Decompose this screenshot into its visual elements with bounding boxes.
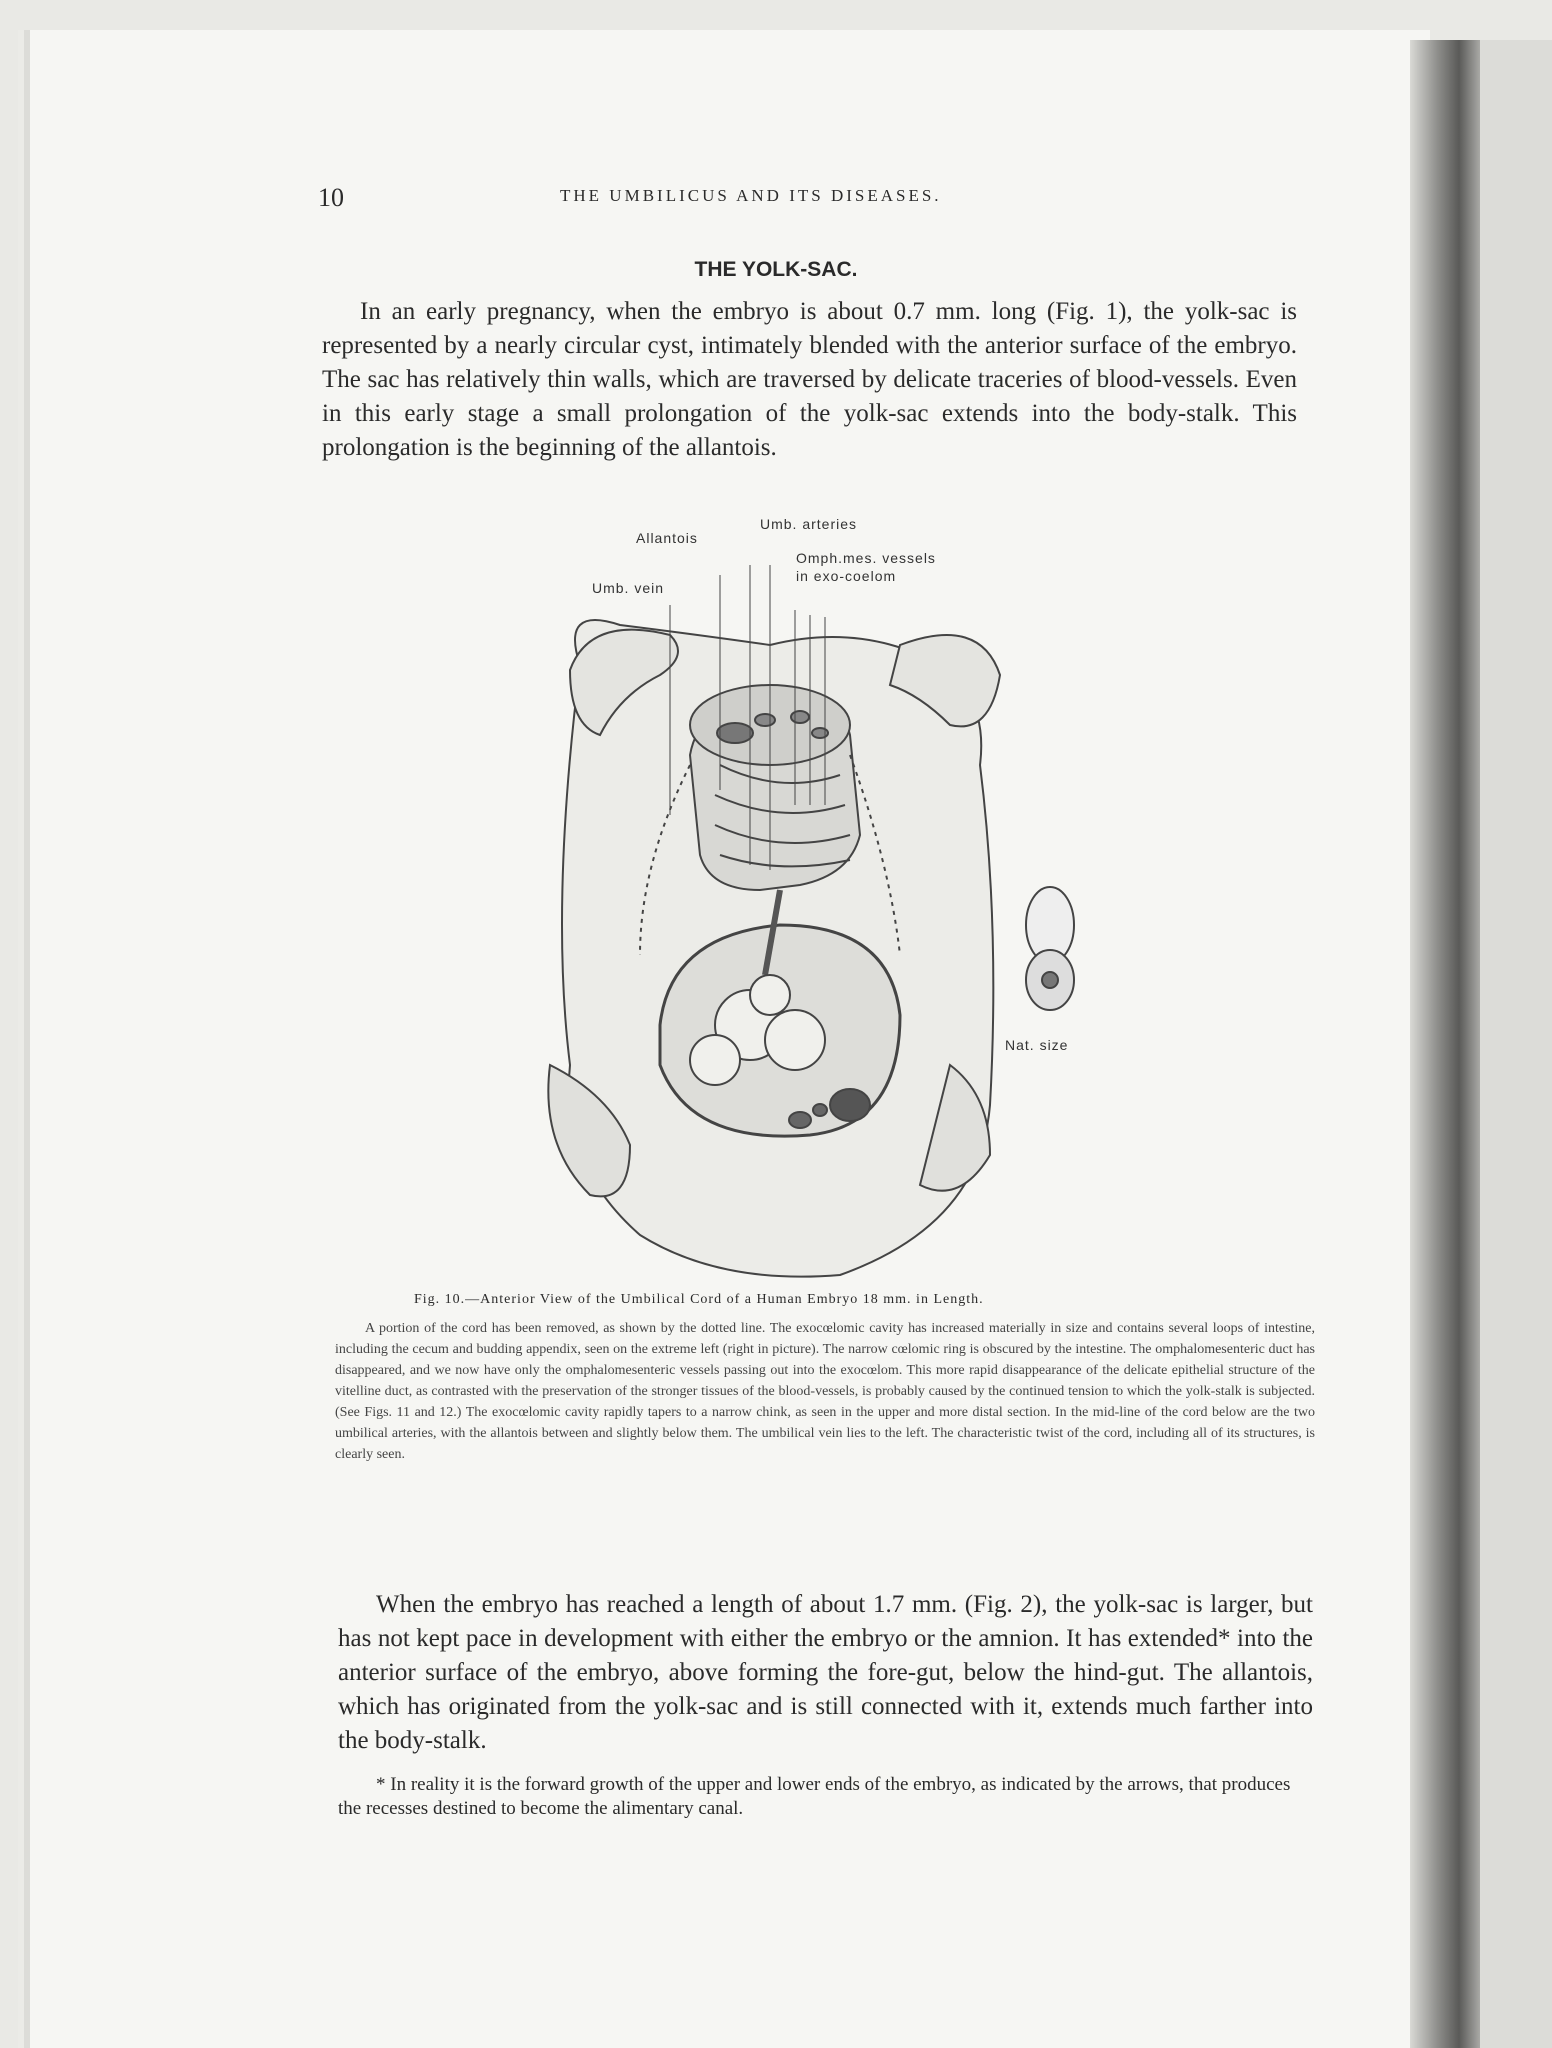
book-spine	[1410, 40, 1480, 2048]
label-omph-mes-1: Omph.mes. vessels	[796, 550, 936, 566]
label-allantois: Allantois	[636, 530, 698, 546]
footnote: * In reality it is the forward growth of the upper and lower ends of the embryo, as indicated by the arrows, that produces the recesses destined to become the alimentary canal.	[338, 1774, 1291, 1819]
paragraph-1: In an early pregnancy, when the embryo is about 0.7 mm. long (Fig. 1), the yolk-sac is represented by a nearly circular cyst, intimately blended with the anterior surface of the embryo. The sac has relatively thin walls, which are traversed by delicate traceries of blood-vessels. Even in this early stage a small prolongation of the yolk-sac extends into the body-stalk. This prolongation is the beginning of the allantois.	[322, 298, 1297, 461]
page-number: 10	[318, 183, 344, 212]
figure-caption-body: A portion of the cord has been removed, as shown by the dotted line. The exocœlomic cavity has increased materially in size and contains several loops of intestine, including the cecum and budding appendix, seen on the extreme left (right in picture). The narrow cœlomic ring is obscured by the intestine. The omphalomesenteric duct has disappeared, and we now have only the omphalomesenteric vessels passing out into the exocœlom. This more rapid disappearance of the delicate epithelial structure of the vitelline duct, as contrasted with the preservation of the stronger tissues of the blood-vessels, is probably caused by the continued tension to which the yolk-stalk is subjected. (See Figs. 11 and 12.) The exocœlomic cavity rapidly tapers to a narrow chink, as seen in the upper and more distal section. In the mid-line of the cord below are the two umbilical arteries, with the allantois between and slightly below them. The umbilical vein lies to the left. The characteristic twist of the cord, including all of its structures, is clearly seen.	[335, 1321, 1315, 1462]
running-head: THE UMBILICUS AND ITS DISEASES.	[560, 186, 942, 205]
label-umb-vein: Umb. vein	[592, 580, 665, 596]
section-title: THE YOLK-SAC.	[694, 258, 858, 281]
paragraph-2: When the embryo has reached a length of about 1.7 mm. (Fig. 2), the yolk-sac is larger, but has not kept pace in development with either the embryo or the amnion. It has extended* into the anterior surface of the embryo, above forming the fore-gut, below the hind-gut. The allantois, which has originated from the yolk-sac and is still connected with it, extends much farther into the body-stalk.	[338, 1591, 1313, 1754]
label-umb-arteries: Umb. arteries	[760, 516, 858, 532]
figure-caption-title: Fig. 10.—Anterior View of the Umbilical Cord of a Human Embryo 18 mm. in Length.	[414, 1292, 984, 1307]
book-edge	[1480, 40, 1552, 2048]
label-nat-size: Nat. size	[1005, 1037, 1069, 1053]
label-omph-mes-2: in exo-coelom	[796, 568, 897, 584]
embryo-cord-illustration	[520, 505, 1080, 1285]
